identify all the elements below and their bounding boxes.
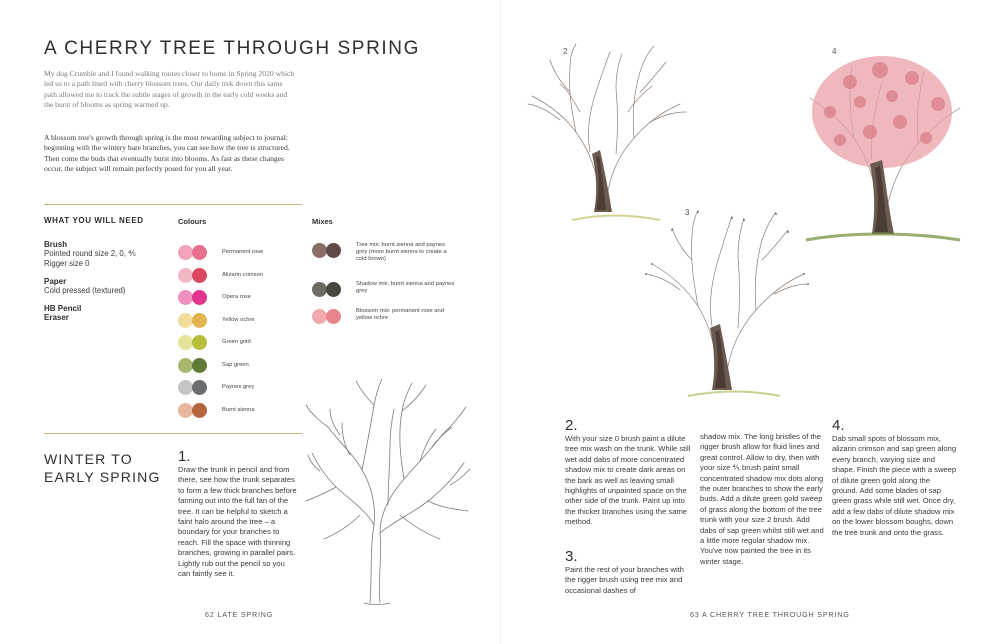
step-3-number: 3. xyxy=(565,548,578,565)
step-2-text: With your size 0 brush paint a dilute tree mix wash on the trunk. While still wet add dabs of more concentrated shadow mix to create dark areas on the bark as well as leaving small highlights of unpainted space on the other side of the trunk. Paint up into the thicker branches using the same method. xyxy=(565,434,691,527)
colour-label: Green gold xyxy=(222,339,251,345)
step-1-text: Draw the trunk in pencil and from there, see how the trunk separates to form a few thick branches before fanning out into the full fan of the tree. It can be helpful to sketch a faint halo around the tree – a boundary for your branches to reach. Fill the space with thinning branches, growing in parallel pairs. Lightly rub out the pencil so you can faintly see it. xyxy=(178,465,297,579)
colour-swatch-dark xyxy=(192,358,207,373)
divider-top xyxy=(44,204,302,205)
step-3-text: Paint the rest of your branches with the rigger brush using tree mix and occasional dashes of xyxy=(565,565,685,595)
step-4-text: Dab small spots of blossom mix, alizarin crimson and sap green along every branch, varying size and shape. Finish the piece with a sweep of dilute green gold along the ground. Add some blades of sap green grass while still wet. Once dry, add a few dabs of dilute shadow mix on the lower blossom boughs, down the tree trunk and onto the grass. xyxy=(832,434,957,537)
colour-label: Sap green xyxy=(222,361,249,368)
need-list xyxy=(44,240,136,322)
mix-swatch-dark xyxy=(326,243,341,258)
intro-paragraph: My dog Crumble and I found walking routes closer to home in Spring 2020 which led us to a path lined with cherry blossom trees. Our daily trek down this same path allowed me to track the subtle stages of growth in the early cold weeks and the burst of blooms as spring warmed up. xyxy=(44,69,295,110)
step-2-number: 2. xyxy=(565,417,578,434)
section-heading-line-1: WINTER TO xyxy=(44,451,133,467)
body-paragraph: A blossom tree's growth through spring is the most rewarding subject to journal: beginning with the wintery bare branches, you can see how the tree is structured. Then come the buds that eventually burst into blooms. As fast as these changes occur, the subject will remain perfectly posed for you all year. xyxy=(44,133,290,174)
page-gutter xyxy=(500,0,501,644)
colour-swatch-dark xyxy=(192,268,207,283)
step-3 xyxy=(565,548,693,596)
colour-swatch-dark xyxy=(192,290,207,305)
step-1 xyxy=(178,448,298,579)
mix-swatch-dark xyxy=(326,309,341,324)
paper-heading: Paper xyxy=(44,277,67,286)
colour-label: Burnt sienna xyxy=(222,406,255,413)
mixes-heading: Mixes xyxy=(312,217,333,226)
brush-line-1: Pointed round size 2, 0, ⅘ xyxy=(44,249,136,258)
colour-label: Permanent rose xyxy=(222,249,264,255)
tree-winter-illustration xyxy=(300,375,480,615)
step-4-number: 4. xyxy=(832,417,845,434)
tree-stage-4-illustration xyxy=(800,42,965,252)
step-3-continued xyxy=(700,432,825,567)
colour-swatch-light xyxy=(178,313,193,328)
colour-swatch-light xyxy=(178,380,193,395)
figure-3-number: 3 xyxy=(685,208,690,217)
colour-swatch-dark xyxy=(192,380,207,395)
mix-swatch-light xyxy=(312,309,327,324)
folio-right: 63 A CHERRY TREE THROUGH SPRING xyxy=(690,610,850,619)
colour-swatch-light xyxy=(178,290,193,305)
step-2 xyxy=(565,417,693,528)
brush-heading: Brush xyxy=(44,240,68,249)
figure-4-number: 4 xyxy=(832,47,837,56)
tree-stage-3-illustration xyxy=(640,208,810,408)
colour-swatch-light xyxy=(178,358,193,373)
pencil-heading: HB Pencil xyxy=(44,304,82,313)
step-1-number: 1. xyxy=(178,448,191,465)
colour-swatch-dark xyxy=(192,335,207,350)
eraser-heading: Eraser xyxy=(44,313,69,322)
mix-swatch-light xyxy=(312,243,327,258)
colour-label: Opera rose xyxy=(222,294,251,300)
mix-swatch-dark xyxy=(326,282,341,297)
mix-label: Blossom mix: permanent rose and yellow ochre xyxy=(356,308,444,322)
colour-swatch-dark xyxy=(192,313,207,328)
colour-swatch-dark xyxy=(192,403,207,418)
figure-2-number: 2 xyxy=(563,47,568,56)
mix-swatch-light xyxy=(312,282,327,297)
tree-stage-2-illustration xyxy=(520,42,690,232)
need-heading: WHAT YOU WILL NEED xyxy=(44,216,144,225)
paper-line-1: Cold pressed (textured) xyxy=(44,286,126,295)
colour-swatch-light xyxy=(178,403,193,418)
section-heading-line-2: EARLY SPRING xyxy=(44,469,161,485)
colour-swatch-light xyxy=(178,335,193,350)
colours-heading: Colours xyxy=(178,217,207,226)
page-title: A CHERRY TREE THROUGH SPRING xyxy=(44,38,420,59)
colour-swatch-dark xyxy=(192,245,207,260)
folio-left: 62 LATE SPRING xyxy=(205,610,274,619)
brush-line-2: Rigger size 0 xyxy=(44,259,90,268)
colour-swatch-light xyxy=(178,245,193,260)
colour-label: Paynes grey xyxy=(222,384,255,390)
colour-label: Yellow ochre xyxy=(222,316,255,323)
step-4 xyxy=(832,417,957,538)
step-3-continued-text: shadow mix. The long bristles of the rigger brush allow for fluid lines and great control. Allow to dry, then with your size ⅘ brush paint small concentrated shadow mix dots along the outer branches to show the early buds. Add a dilute green gold sweep of grass along the bottom of the tree trunk with your size 2 brush. Add dabs of sap green whilst still wet and a little more regular shadow mix. You've now painted the tree in its winter stage. xyxy=(700,432,824,566)
mix-label: Shadow mix: burnt sienna and paynes grey xyxy=(356,281,455,295)
divider-bottom xyxy=(44,433,302,434)
mix-label: Tree mix: burnt sienna and paynes grey (more burnt sienna to create a cold brown) xyxy=(356,242,447,263)
colour-swatch-light xyxy=(178,268,193,283)
section-heading xyxy=(44,450,161,486)
colour-label: Alizarin crimson xyxy=(222,271,263,278)
